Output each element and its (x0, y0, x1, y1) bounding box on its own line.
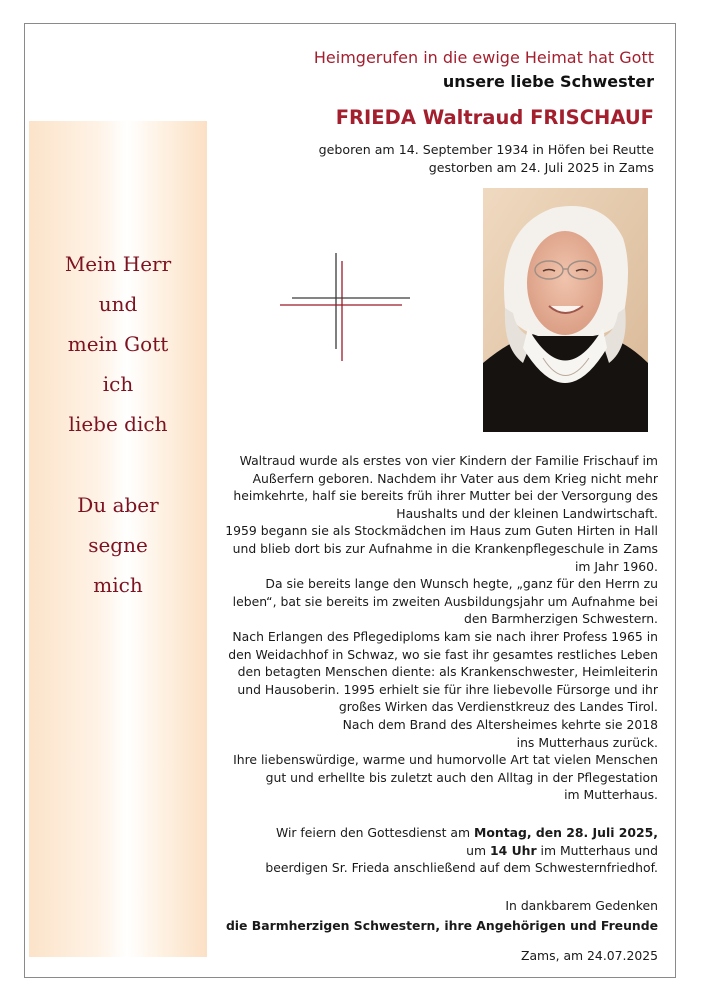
biography-line: den betagten Menschen diente: als Krankenschwester, Heimleiterin (237, 664, 658, 680)
service-text: im Mutterhaus und (536, 842, 658, 858)
service-line-2 (265, 842, 658, 860)
portrait-photo (483, 188, 648, 432)
death-date: gestorben am 24. Juli 2025 in Zams (428, 160, 654, 175)
service-info (265, 824, 658, 877)
birth-date: geboren am 14. September 1934 in Höfen bei Reutte (318, 142, 654, 157)
verse-line: mich (93, 573, 143, 597)
verse-line: liebe dich (68, 412, 168, 436)
biography-line: Nach Erlangen des Pflegediploms kam sie nach ihrer Profess 1965 in (232, 628, 658, 644)
verse-line: Mein Herr (64, 252, 172, 276)
biography-line: 1959 begann sie als Stockmädchen im Haus zum Guten Hirten in Hall (225, 523, 658, 539)
biography-line: Nach dem Brand des Altersheimes kehrte sie 2018 (342, 716, 658, 732)
biography-line: großes Wirken das Verdienstkreuz des Landes Tirol. (338, 699, 658, 715)
service-time: 14 Uhr (490, 842, 537, 858)
biography-line: gut und erhellte bis zuletzt auch den Alltag in der Pflegestation (265, 769, 658, 785)
verse-line: mein Gott (67, 332, 169, 356)
cross-icon (272, 245, 422, 365)
biography-line: im Jahr 1960. (574, 558, 658, 574)
biography-line: den Barmherzigen Schwestern. (463, 611, 658, 627)
service-text: um (466, 842, 491, 858)
biography-line: Ihre liebenswürdige, warme und humorvolle Art tat vielen Menschen (233, 752, 658, 768)
verse-line: Du aber (77, 493, 159, 517)
biography-line: Außerfern geboren. Nachdem ihr Vater aus dem Krieg nicht mehr (252, 470, 658, 486)
signatories-line: die Barmherzigen Schwestern, ihre Angehörigen und Freunde (225, 918, 658, 933)
biography-line: heimkehrte, half sie bereits früh ihrer Mutter bei der Versorgung des (233, 488, 658, 504)
verse-line: segne (88, 533, 148, 557)
service-text: Wir feiern den Gottesdienst am (275, 825, 475, 840)
service-line-1 (265, 824, 658, 842)
biography-line: den Weidachhof in Schwaz, wo sie fast ihr gesamtes restliches Leben (228, 646, 658, 662)
service-line-3: beerdigen Sr. Frieda anschließend auf dem Schwesternfriedhof. (265, 860, 658, 876)
biography-line: leben“, bat sie bereits im zweiten Ausbildungsjahr um Aufnahme bei (232, 593, 658, 609)
biography-text (225, 452, 658, 804)
service-date: Montag, den 28. Juli 2025, (474, 825, 658, 840)
biography-line: Da sie bereits lange den Wunsch hegte, „ganz für den Herrn zu (265, 576, 658, 592)
intro-line: Heimgerufen in die ewige Heimat hat Gott (313, 48, 654, 67)
gratitude-line: In dankbarem Gedenken (505, 898, 658, 913)
verse-line: ich (102, 372, 134, 396)
biography-line: und Hausoberin. 1995 erhielt sie für ihre liebevolle Fürsorge und ihr (237, 681, 658, 697)
relation-line: unsere liebe Schwester (442, 72, 654, 91)
biography-line: und blieb dort bis zur Aufnahme in die Krankenpflegeschule in Zams (232, 540, 658, 556)
biography-line: ins Mutterhaus zurück. (516, 734, 658, 750)
verse-line: und (98, 292, 138, 316)
biography-line: im Mutterhaus. (564, 787, 658, 803)
place-date: Zams, am 24.07.2025 (520, 948, 658, 963)
deceased-name: FRIEDA Waltraud FRISCHAUF (335, 106, 654, 129)
biography-line: Haushalts und der kleinen Landwirtschaft. (396, 505, 658, 521)
biography-line: Waltraud wurde als erstes von vier Kindern der Familie Frischauf im (239, 453, 658, 468)
